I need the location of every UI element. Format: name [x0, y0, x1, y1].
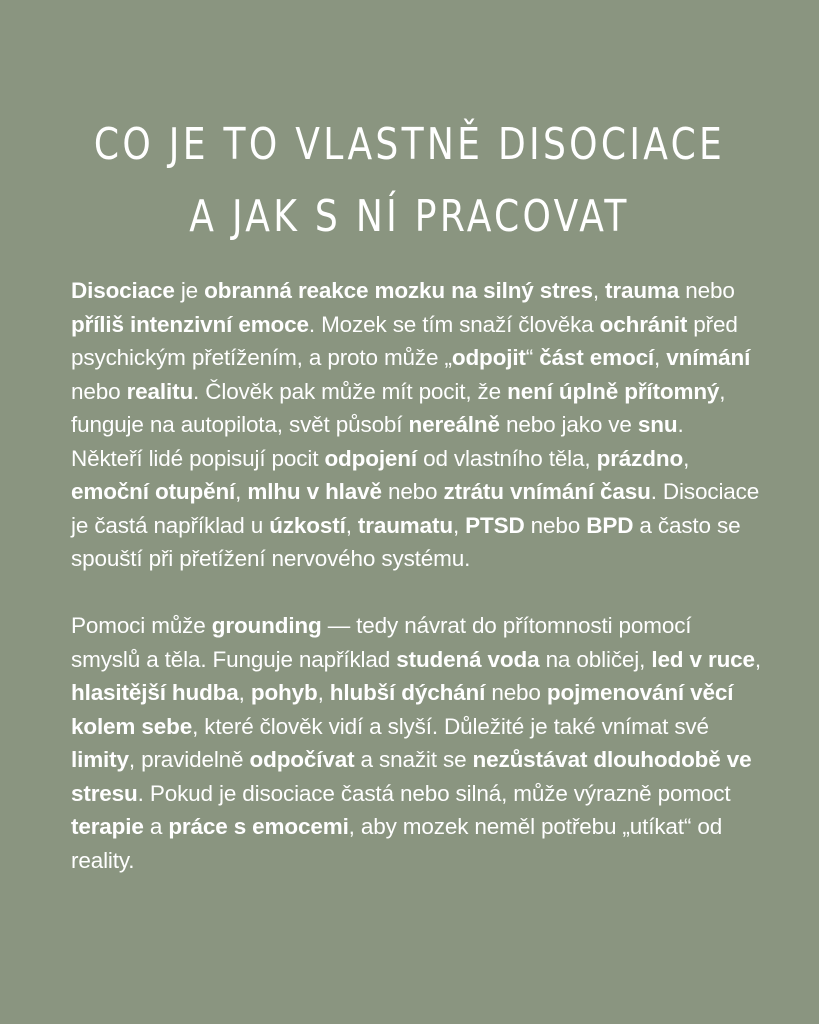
paragraph-grounding [71, 609, 761, 877]
page-title [74, 109, 746, 253]
text-run: od vlastního těla, [416, 445, 597, 471]
bold-term: trauma [605, 278, 680, 303]
bold-term: příliš intenzivní emoce [71, 311, 309, 337]
bold-term: realitu [126, 378, 194, 404]
text-run: . Člověk pak může mít pocit, že [193, 378, 508, 404]
text-run: , [592, 278, 606, 303]
text-run: a často se spouští při přetížení nervového systému. [71, 512, 741, 571]
text-run: , [654, 345, 667, 370]
bold-term: PTSD [465, 512, 525, 538]
text-run: . Pokud je disociace častá nebo silná, může výrazně pomoct [137, 780, 731, 806]
bold-term: odpočívat [249, 747, 355, 772]
bold-term: emoční otupění [71, 479, 236, 504]
bold-term: ztrátu vnímání času [443, 479, 651, 504]
text-run: , pravidelně [128, 747, 250, 772]
bold-term: terapie [71, 814, 144, 839]
text-run: . Někteří lidé popisují pocit [71, 412, 684, 471]
bold-term: grounding [211, 613, 322, 638]
text-run: nebo [381, 479, 444, 504]
title-line-1: CO JE TO VLASTNĚ DISOCIACE [93, 119, 726, 171]
text-run: nebo jako ve [499, 412, 638, 437]
bold-term: traumatu [357, 512, 453, 538]
bold-term: práce s emocemi [168, 814, 349, 839]
bold-term: nereálně [408, 412, 500, 437]
bold-term: prázdno [596, 445, 684, 471]
text-run: — tedy návrat do přítomnosti pomocí smyslů a těla. Funguje například [71, 613, 692, 672]
text-run: nebo [71, 378, 127, 404]
text-run: , [452, 512, 466, 538]
text-run: , [345, 512, 358, 538]
text-run: , [317, 680, 330, 705]
text-run: , [238, 680, 251, 705]
text-run: nebo [485, 680, 547, 705]
paragraph-definition [71, 274, 761, 576]
bold-term: mlhu v hlavě [247, 479, 382, 504]
text-run: na obličej, [539, 646, 652, 672]
text-run: . Disociace je častá například u [71, 479, 760, 538]
bold-term: BPD [586, 512, 634, 538]
text-run: je [174, 278, 205, 303]
bold-term: není úplně přítomný [507, 378, 720, 404]
bold-term: ochránit [599, 311, 688, 337]
text-run: Pomoci může [71, 613, 212, 638]
bold-term: hlasitější hudba [71, 680, 239, 705]
bold-term: limity [71, 747, 129, 772]
bold-term: led v ruce [651, 646, 755, 672]
text-run: před psychickým přetížením, a proto může „ [71, 311, 738, 370]
bold-term: snu [637, 412, 678, 437]
text-run: a snažit se [354, 747, 473, 772]
text-run: . Mozek se tím snaží člověka [308, 311, 600, 337]
text-run: nebo [679, 278, 735, 303]
text-run: , [683, 445, 690, 471]
text-run: , které člověk vidí a slyší. Důležité je také vnímat své [192, 713, 709, 739]
bold-term: Disociace [71, 278, 175, 303]
article-body [71, 274, 761, 877]
bold-term: odpojení [324, 445, 417, 471]
text-run: , aby mozek neměl potřebu „utíkat“ od reality. [71, 814, 723, 873]
bold-term: úzkostí [269, 512, 346, 538]
bold-term: pohyb [250, 680, 318, 705]
bold-term: nezůstávat dlouhodobě ve stresu [71, 747, 752, 806]
bold-term: hlubší dýchání [329, 680, 486, 705]
bold-term: část emocí [539, 345, 655, 370]
text-run: a [143, 814, 169, 839]
text-run: , funguje na autopilota, svět působí [71, 378, 726, 437]
bold-term: odpojit [451, 345, 526, 370]
bold-term: pojmenování věcí kolem sebe [71, 680, 734, 739]
title-line-2: A JAK S NÍ PRACOVAT [189, 191, 630, 243]
text-run: , [754, 646, 762, 672]
bold-term: vnímání [666, 345, 751, 370]
text-run: “ [525, 345, 540, 370]
text-run: nebo [524, 512, 587, 538]
bold-term: studená voda [396, 646, 540, 672]
text-run: , [235, 479, 248, 504]
bold-term: obranná reakce mozku na silný stres [204, 278, 593, 303]
